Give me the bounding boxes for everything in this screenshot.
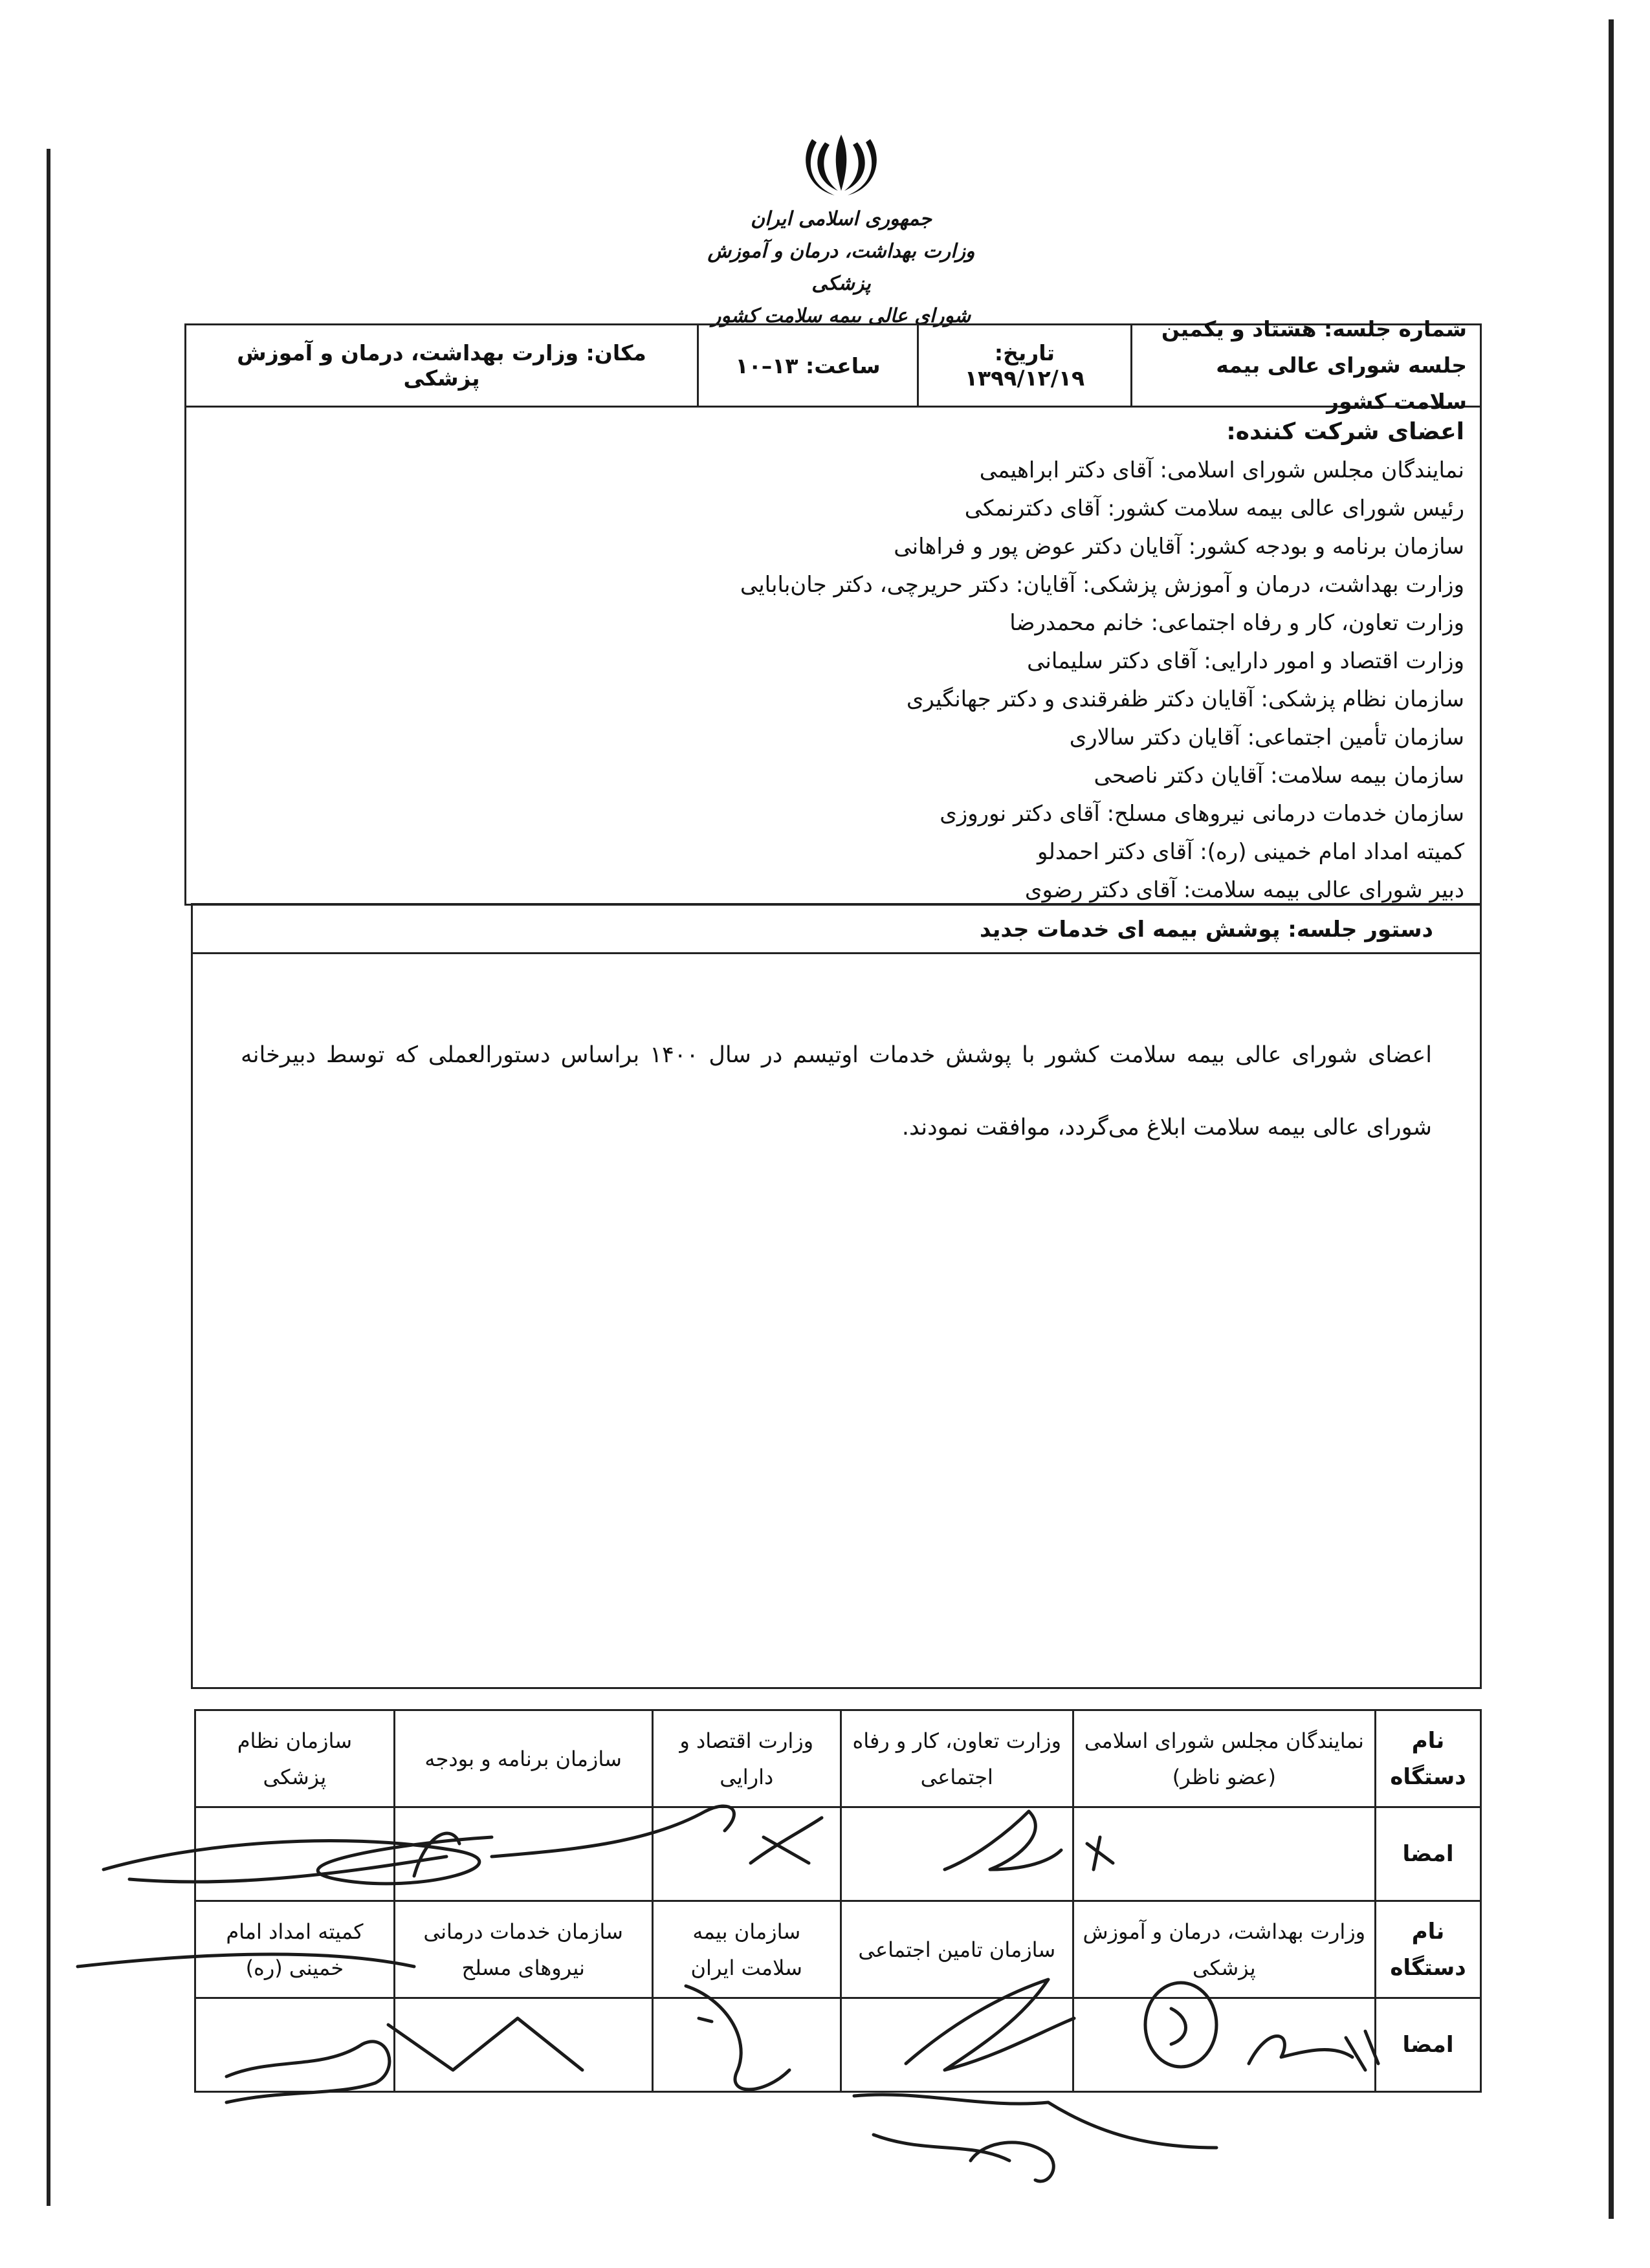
org-row-1 <box>195 1710 1481 1807</box>
iran-emblem-icon <box>796 129 886 201</box>
signature-cell <box>394 1807 652 1901</box>
org-label: نام دستگاه <box>1376 1710 1481 1807</box>
signature-cell <box>195 1807 395 1901</box>
org-name: نمایندگان مجلس شورای اسلامی (عضو ناظر) <box>1073 1710 1375 1807</box>
meeting-place: مکان: وزارت بهداشت، درمان و آموزش پزشکی <box>237 340 646 391</box>
org-name: وزارت تعاون، کار و رفاه اجتماعی <box>841 1710 1073 1807</box>
sign-label: امضا <box>1376 1807 1481 1901</box>
org-name: سازمان تامین اجتماعی <box>841 1901 1073 1998</box>
right-margin-line <box>1609 19 1614 2219</box>
signature-cell <box>652 1998 841 2092</box>
header-council: شورای عالی بیمه سلامت کشور <box>711 305 971 327</box>
org-name: وزارت اقتصاد و دارایی <box>652 1710 841 1807</box>
header-country: جمهوری اسلامی ایران <box>750 208 932 230</box>
agenda-resolution: اعضای شورای عالی بیمه سلامت کشور با پوشش خدمات اوتیسم در سال ۱۴۰۰ براساس دستورالعملی که توسط دبیرخانه شورای عالی بیمه سلامت ابلاغ می‌گردد، موافقت نمودند. <box>241 1042 1432 1140</box>
attendee-item: سازمان خدمات درمانی نیروهای مسلح: آقای دکتر نوروزی <box>940 801 1464 827</box>
org-name: سازمان نظام پزشکی <box>195 1710 395 1807</box>
meeting-time: ساعت: ۱۳–۱۰ <box>697 325 917 406</box>
attendee-item: سازمان برنامه و بودجه کشور: آقایان دکتر عوض پور و فراهانی <box>894 534 1464 560</box>
attendee-item: سازمان تأمین اجتماعی: آقایان دکتر سالاری <box>1069 725 1464 750</box>
signature-cell <box>195 1998 395 2092</box>
signature-cell <box>394 1998 652 2092</box>
attendee-item: دبیر شورای عالی بیمه سلامت: آقای دکتر رضوی <box>1024 877 1464 903</box>
letterhead <box>679 129 1003 333</box>
attendee-item: وزارت تعاون، کار و رفاه اجتماعی: خانم محمدرضا <box>1009 610 1464 636</box>
signature-cell <box>1073 1998 1375 2092</box>
signature-table <box>194 1709 1482 2093</box>
session-number: شماره جلسه: هشتاد و یکمین جلسه شورای عالی بیمه سلامت کشور <box>1130 325 1480 406</box>
org-name: سازمان بیمه سلامت ایران <box>652 1901 841 1998</box>
org-name: سازمان برنامه و بودجه <box>394 1710 652 1807</box>
attendee-item: سازمان بیمه سلامت: آقایان دکتر ناصحی <box>1094 763 1464 789</box>
org-name: وزارت بهداشت، درمان و آموزش پزشکی <box>1073 1901 1375 1998</box>
attendees-title: اعضای شرکت کننده: <box>1226 419 1464 445</box>
sign-label: امضا <box>1376 1998 1481 2092</box>
signature-cell <box>1073 1807 1375 1901</box>
agenda-section <box>191 903 1482 1689</box>
attendee-item: کمیته امداد امام خمینی (ره): آقای دکتر احمدلو <box>1037 839 1464 865</box>
signature-cell <box>652 1807 841 1901</box>
attendee-item: وزارت بهداشت، درمان و آموزش پزشکی: آقایان: دکتر حریرچی، دکتر جان‌بابایی <box>740 572 1464 598</box>
signature-cell <box>841 1807 1073 1901</box>
org-row-2 <box>195 1901 1481 1998</box>
attendees-section <box>184 408 1482 906</box>
org-name: کمیته امداد امام خمینی (ره) <box>195 1901 395 1998</box>
sign-row-1 <box>195 1807 1481 1901</box>
meeting-info-table <box>184 316 1482 414</box>
org-label: نام دستگاه <box>1376 1901 1481 1998</box>
header-ministry: وزارت بهداشت، درمان و آموزش پزشکی <box>707 240 975 295</box>
signature-cell <box>841 1998 1073 2092</box>
left-margin-line <box>47 149 50 2206</box>
org-name: سازمان خدمات درمانی نیروهای مسلح <box>394 1901 652 1998</box>
attendee-item: رئیس شورای عالی بیمه سلامت کشور: آقای دکترنمکی <box>964 496 1464 521</box>
meeting-date: تاریخ: ۱۳۹۹/۱۲/۱۹ <box>917 325 1130 406</box>
attendee-item: نمایندگان مجلس شورای اسلامی: آقای دکتر ابراهیمی <box>979 457 1464 483</box>
sign-row-2 <box>195 1998 1481 2092</box>
attendee-item: سازمان نظام پزشکی: آقایان دکتر ظفرقندی و دکتر جهانگیری <box>906 686 1464 712</box>
agenda-title: دستور جلسه: پوشش بیمه ای خدمات جدید <box>193 905 1480 954</box>
attendee-item: وزارت اقتصاد و امور دارایی: آقای دکتر سلیمانی <box>1027 648 1464 674</box>
